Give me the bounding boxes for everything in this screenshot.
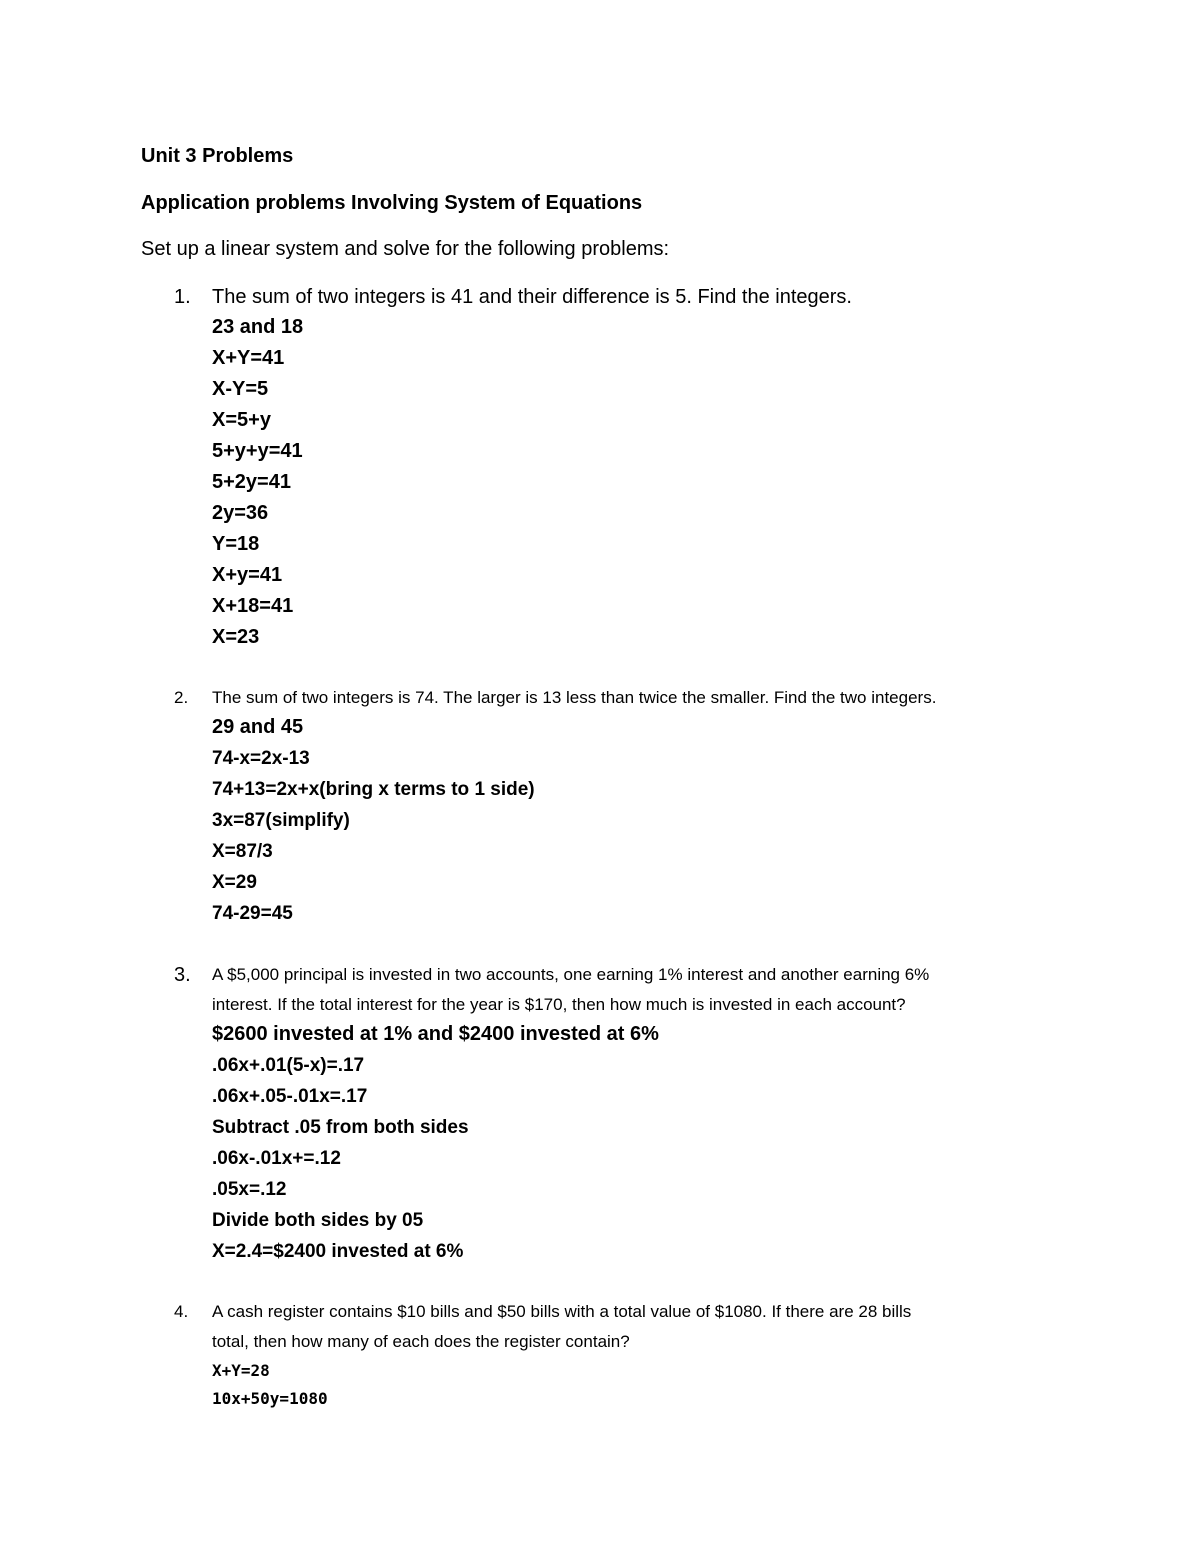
problem-number: 2. (174, 688, 189, 707)
work-line: .06x-.01x+=.12 (212, 1148, 341, 1169)
work-line: X=5+y (212, 409, 271, 431)
work-line: X+18=41 (212, 595, 294, 617)
work-line: 3x=87(simplify) (212, 810, 350, 831)
work-line: X+y=41 (212, 564, 283, 586)
problem-number: 4. (174, 1302, 189, 1321)
document-title: Unit 3 Problems (141, 145, 294, 167)
work-line: 74+13=2x+x(bring x terms to 1 side) (212, 779, 535, 800)
work-line: X=87/3 (212, 841, 273, 862)
problem-question-line: A cash register contains $10 bills and $50 bills with a total value of $1080. If there are 28 bills (212, 1302, 912, 1321)
answer-line: 23 and 18 (212, 316, 304, 338)
work-line: X-Y=5 (212, 378, 269, 400)
problem-question-line: The sum of two integers is 74. The larger is 13 less than twice the smaller. Find the two integers. (212, 688, 937, 707)
document-subtitle: Application problems Involving System of Equations (141, 192, 643, 214)
work-line: 2y=36 (212, 502, 269, 524)
answer-line: 29 and 45 (212, 716, 304, 738)
work-line: X+Y=41 (212, 347, 285, 369)
instructions: Set up a linear system and solve for the following problems: (141, 238, 670, 260)
answer-line: $2600 invested at 1% and $2400 invested at 6% (212, 1023, 659, 1045)
work-line: .05x=.12 (212, 1179, 287, 1200)
work-line: .06x+.01(5-x)=.17 (212, 1055, 365, 1076)
work-line: X=2.4=$2400 invested at 6% (212, 1241, 464, 1262)
work-line: 74-29=45 (212, 903, 293, 924)
problem-question-line: A $5,000 principal is invested in two accounts, one earning 1% interest and another earning 6% (212, 965, 930, 984)
problem-question-line: The sum of two integers is 41 and their difference is 5. Find the integers. (212, 286, 852, 308)
work-line: 5+y+y=41 (212, 440, 303, 462)
work-line: 10x+50y=1080 (212, 1389, 328, 1408)
work-line: X+Y=28 (212, 1361, 270, 1380)
work-line: 5+2y=41 (212, 471, 291, 493)
work-line: X=23 (212, 626, 260, 648)
work-line: X=29 (212, 872, 257, 893)
problem-number: 1. (174, 286, 191, 308)
work-line: 74-x=2x-13 (212, 748, 310, 769)
problem-question-line: interest. If the total interest for the year is $170, then how much is invested in each account? (212, 995, 906, 1014)
problem-question-line: total, then how many of each does the register contain? (212, 1332, 630, 1351)
problem-number: 3. (174, 964, 191, 986)
work-line: Y=18 (212, 533, 260, 555)
work-line: Divide both sides by 05 (212, 1210, 424, 1231)
work-line: .06x+.05-.01x=.17 (212, 1086, 368, 1107)
work-line: Subtract .05 from both sides (212, 1117, 469, 1138)
